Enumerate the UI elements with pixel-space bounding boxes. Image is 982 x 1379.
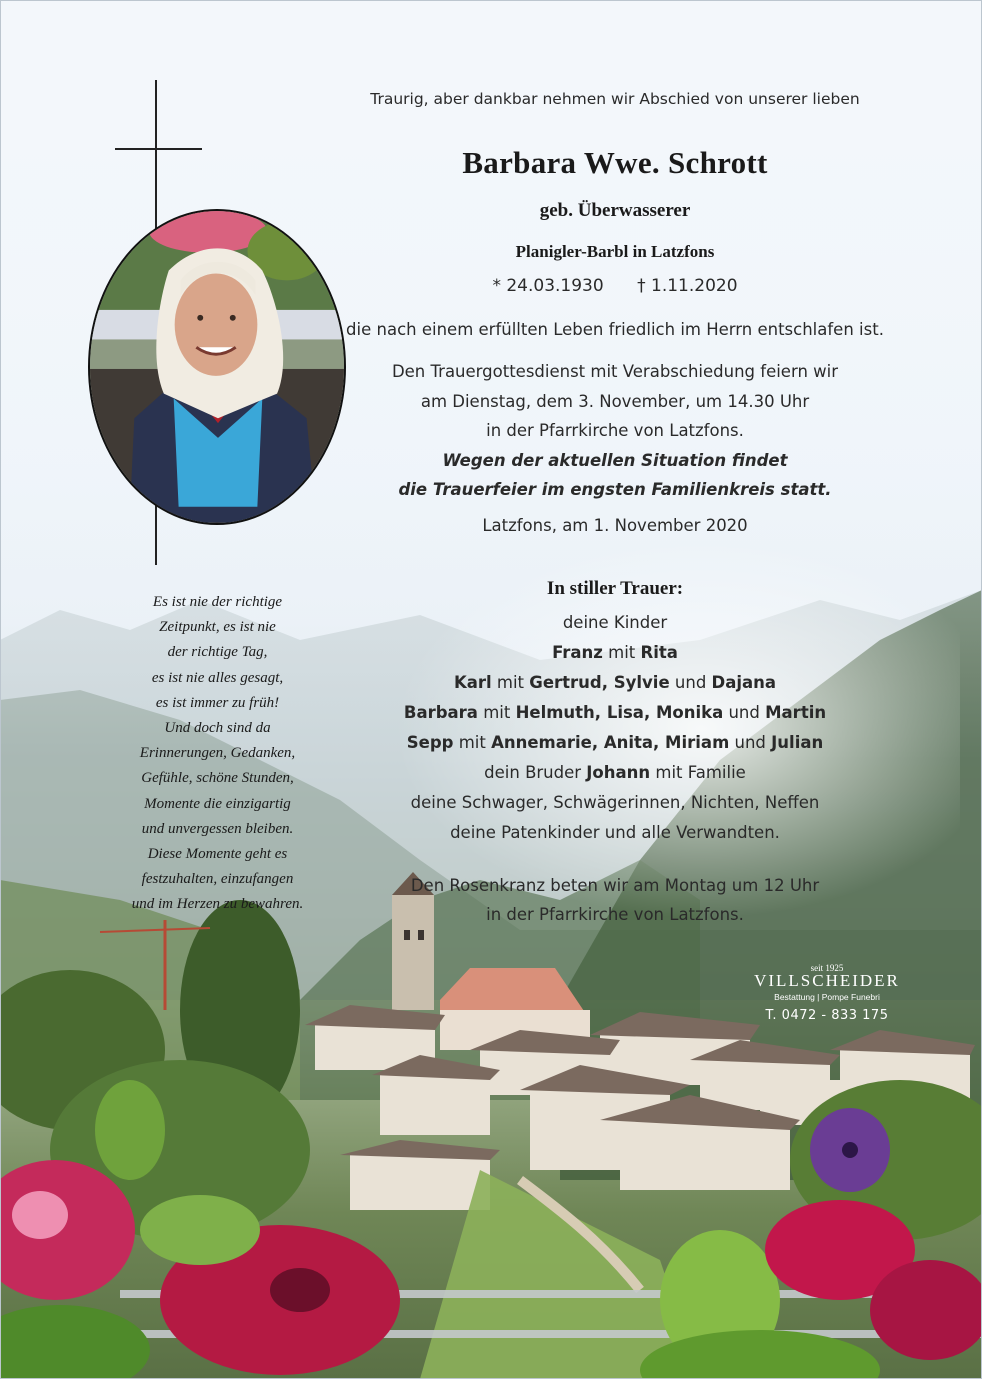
- service-line: am Dienstag, dem 3. November, um 14.30 Uhr: [420, 391, 810, 411]
- family-name: Martin: [765, 703, 827, 722]
- family-row: [300, 668, 930, 698]
- family-name: Julian: [771, 733, 824, 752]
- service-notice: Wegen der aktuellen Situation findet: [442, 450, 788, 470]
- godchildren-row: deine Patenkinder und alle Verwandten.: [450, 823, 780, 842]
- deceased-name: Barbara Wwe. Schrott: [462, 145, 768, 180]
- poem-line: festzuhalten, einzufangen: [141, 871, 294, 888]
- passing-text: die nach einem erfüllten Leben friedlich im Herrn entschlafen ist.: [346, 320, 884, 339]
- family-row: [300, 638, 930, 668]
- logo-since: seit 1925: [810, 963, 844, 973]
- family-connector: und: [729, 733, 772, 752]
- family-row: [300, 698, 930, 728]
- family-connector: mit: [491, 673, 530, 692]
- poem-line: und im Herzen zu bewahren.: [131, 896, 304, 913]
- family-connector: dein Bruder: [484, 763, 587, 782]
- rosary-line: in der Pfarrkirche von Latzfons.: [486, 905, 744, 924]
- poem-line: Erinnerungen, Gedanken,: [139, 745, 296, 762]
- memorial-poem: [105, 590, 330, 918]
- place-date: Latzfons, am 1. November 2020: [482, 516, 748, 535]
- family-connector: mit: [477, 703, 516, 722]
- family-name: Dajana: [711, 673, 777, 692]
- service-line: in der Pfarrkirche von Latzfons.: [486, 421, 744, 440]
- poem-line: Und doch sind da: [164, 720, 271, 737]
- family-connector: und: [723, 703, 766, 722]
- family-name: Franz: [552, 643, 603, 662]
- family-connector: mit Familie: [650, 763, 746, 782]
- service-notice: die Trauerfeier im engsten Familienkreis statt.: [398, 480, 832, 499]
- logo-phone: T. 0472 - 833 175: [765, 1008, 889, 1023]
- family-row: [300, 728, 930, 758]
- family-name: Barbara: [403, 703, 478, 722]
- poem-line: und unvergessen bleiben.: [141, 820, 294, 837]
- birth-date: * 24.03.1930: [492, 276, 604, 296]
- rosary-line: Den Rosenkranz beten wir am Montag um 12 Uhr: [410, 876, 820, 895]
- family-name: Sepp: [406, 733, 454, 752]
- poem-line: Gefühle, schöne Stunden,: [141, 770, 294, 787]
- intro-text: Traurig, aber dankbar nehmen wir Abschied von unserer lieben: [370, 90, 860, 108]
- family-name: Johann: [586, 763, 651, 782]
- logo-brand: VILLSCHEIDER: [754, 971, 900, 990]
- funeral-service: [300, 357, 930, 505]
- inlaws-row: deine Schwager, Schwägerinnen, Nichten, Neffen: [410, 793, 820, 812]
- family-list: [300, 608, 930, 848]
- poem-line: der richtige Tag,: [167, 644, 268, 661]
- poem-line: es ist nie alles gesagt,: [151, 669, 284, 686]
- children-label: deine Kinder: [562, 613, 668, 632]
- poem-line: Zeitpunkt, es ist nie: [159, 619, 276, 636]
- life-dates: [300, 276, 930, 296]
- family-name: Helmuth, Lisa, Monika: [515, 703, 724, 722]
- farm-name: Planigler-Barbl in Latzfons: [515, 242, 715, 261]
- family-name: Rita: [640, 643, 678, 662]
- cross-horizontal: [115, 148, 202, 150]
- mourning-heading: In stiller Trauer:: [546, 578, 684, 599]
- poem-line: Diese Momente geht es: [147, 846, 288, 863]
- family-connector: mit: [602, 643, 641, 662]
- family-connector: mit: [453, 733, 492, 752]
- rosary-notice: [300, 871, 930, 929]
- poem-line: es ist immer zu früh!: [155, 694, 280, 711]
- family-name: Gertrud, Sylvie: [529, 673, 670, 692]
- death-date: † 1.11.2020: [637, 276, 738, 296]
- poem-line: Momente die einzigartig: [144, 795, 291, 812]
- poem-line: Es ist nie der richtige: [152, 594, 283, 610]
- family-connector: und: [669, 673, 712, 692]
- brother-row: [300, 758, 930, 788]
- logo-subtitle: Bestattung | Pompe Funebri: [774, 992, 880, 1002]
- family-name: Karl: [453, 673, 492, 692]
- service-line: Den Trauergottesdienst mit Verabschiedung feiern wir: [391, 362, 839, 381]
- family-name: Annemarie, Anita, Miriam: [491, 733, 730, 752]
- maiden-name: geb. Überwasserer: [539, 200, 691, 221]
- funeral-home-logo: [742, 963, 912, 1023]
